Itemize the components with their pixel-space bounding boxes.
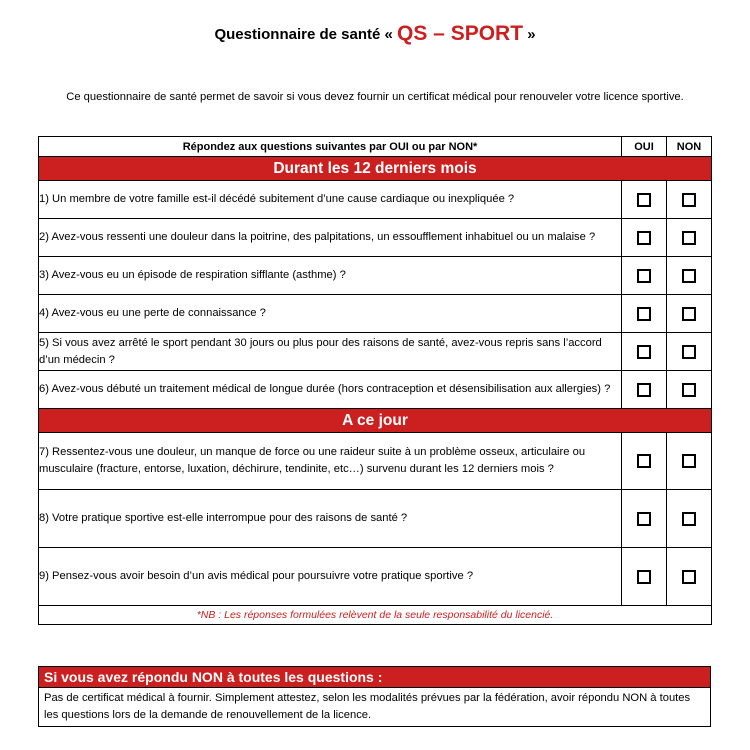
q2-no-checkbox[interactable] xyxy=(682,231,696,245)
question-6: 6) Avez-vous débuté un traitement médical de longue durée (hors contraception et désensibilisation aux allergies) ? xyxy=(39,371,622,409)
question-5: 5) Si vous avez arrêté le sport pendant 30 jours ou plus pour des raisons de santé, avez-vous repris sans l’accord d’un médecin ? xyxy=(39,333,622,371)
q7-yes-cell xyxy=(622,433,667,490)
footer-box xyxy=(38,666,711,727)
table-header: Répondez aux questions suivantes par OUI ou par NON* xyxy=(39,137,622,157)
q4-yes-checkbox[interactable] xyxy=(637,307,651,321)
yes-column-header: OUI xyxy=(622,137,667,157)
q6-yes-cell xyxy=(622,371,667,409)
q4-no-checkbox[interactable] xyxy=(682,307,696,321)
intro-text: Ce questionnaire de santé permet de savoir si vous devez fournir un certificat médical pour renouveler votre licence sportive. xyxy=(66,91,684,103)
section-title: A ce jour xyxy=(39,409,712,433)
question-7: 7) Ressentez-vous une douleur, un manque de force ou une raideur suite à un problème osseux, articulaire ou musculaire (fracture, entorse, luxation, déchirure, tendinite, etc…) survenu durant les 12 derniers mois ? xyxy=(39,433,622,490)
q4-no-cell xyxy=(667,295,712,333)
footer-heading: Si vous avez répondu NON à toutes les questions : xyxy=(39,667,711,688)
question-3: 3) Avez-vous eu un épisode de respiration sifflante (asthme) ? xyxy=(39,257,622,295)
q2-yes-cell xyxy=(622,219,667,257)
q5-yes-checkbox[interactable] xyxy=(637,345,651,359)
q1-yes-checkbox[interactable] xyxy=(637,193,651,207)
question-9: 9) Pensez-vous avoir besoin d’un avis médical pour poursuivre votre pratique sportive ? xyxy=(39,548,622,606)
q4-yes-cell xyxy=(622,295,667,333)
q3-no-cell xyxy=(667,257,712,295)
q2-yes-checkbox[interactable] xyxy=(637,231,651,245)
page-title xyxy=(0,22,750,46)
q6-no-checkbox[interactable] xyxy=(682,383,696,397)
q3-yes-cell xyxy=(622,257,667,295)
q5-yes-cell xyxy=(622,333,667,371)
q2-no-cell xyxy=(667,219,712,257)
q7-yes-checkbox[interactable] xyxy=(637,454,651,468)
footer-body: Pas de certificat médical à fournir. Simplement attestez, selon les modalités prévues par la fédération, avoir répondu NON à toutes les questions lors de la demande de renouvellement de la licence. xyxy=(39,688,711,727)
section-title: Durant les 12 derniers mois xyxy=(39,157,712,181)
q8-yes-checkbox[interactable] xyxy=(637,512,651,526)
q5-no-checkbox[interactable] xyxy=(682,345,696,359)
q3-no-checkbox[interactable] xyxy=(682,269,696,283)
question-4: 4) Avez-vous eu une perte de connaissance ? xyxy=(39,295,622,333)
title-brand: QS – SPORT xyxy=(397,22,524,45)
q7-no-cell xyxy=(667,433,712,490)
q8-no-checkbox[interactable] xyxy=(682,512,696,526)
q9-no-checkbox[interactable] xyxy=(682,570,696,584)
q6-no-cell xyxy=(667,371,712,409)
q5-no-cell xyxy=(667,333,712,371)
question-1: 1) Un membre de votre famille est-il décédé subitement d’une cause cardiaque ou inexpliquée ? xyxy=(39,181,622,219)
responsibility-note: *NB : Les réponses formulées relèvent de la seule responsabilité du licencié. xyxy=(39,606,712,625)
q9-yes-checkbox[interactable] xyxy=(637,570,651,584)
no-column-header: NON xyxy=(667,137,712,157)
q1-no-checkbox[interactable] xyxy=(682,193,696,207)
q6-yes-checkbox[interactable] xyxy=(637,383,651,397)
title-suffix: » xyxy=(527,26,536,43)
q1-no-cell xyxy=(667,181,712,219)
q3-yes-checkbox[interactable] xyxy=(637,269,651,283)
title-prefix: Questionnaire de santé « xyxy=(214,26,393,43)
q1-yes-cell xyxy=(622,181,667,219)
question-8: 8) Votre pratique sportive est-elle interrompue pour des raisons de santé ? xyxy=(39,490,622,548)
questionnaire-table xyxy=(38,136,712,625)
q9-yes-cell xyxy=(622,548,667,606)
q7-no-checkbox[interactable] xyxy=(682,454,696,468)
q8-yes-cell xyxy=(622,490,667,548)
q8-no-cell xyxy=(667,490,712,548)
question-2: 2) Avez-vous ressenti une douleur dans la poitrine, des palpitations, un essoufflement inhabituel ou un malaise ? xyxy=(39,219,622,257)
q9-no-cell xyxy=(667,548,712,606)
